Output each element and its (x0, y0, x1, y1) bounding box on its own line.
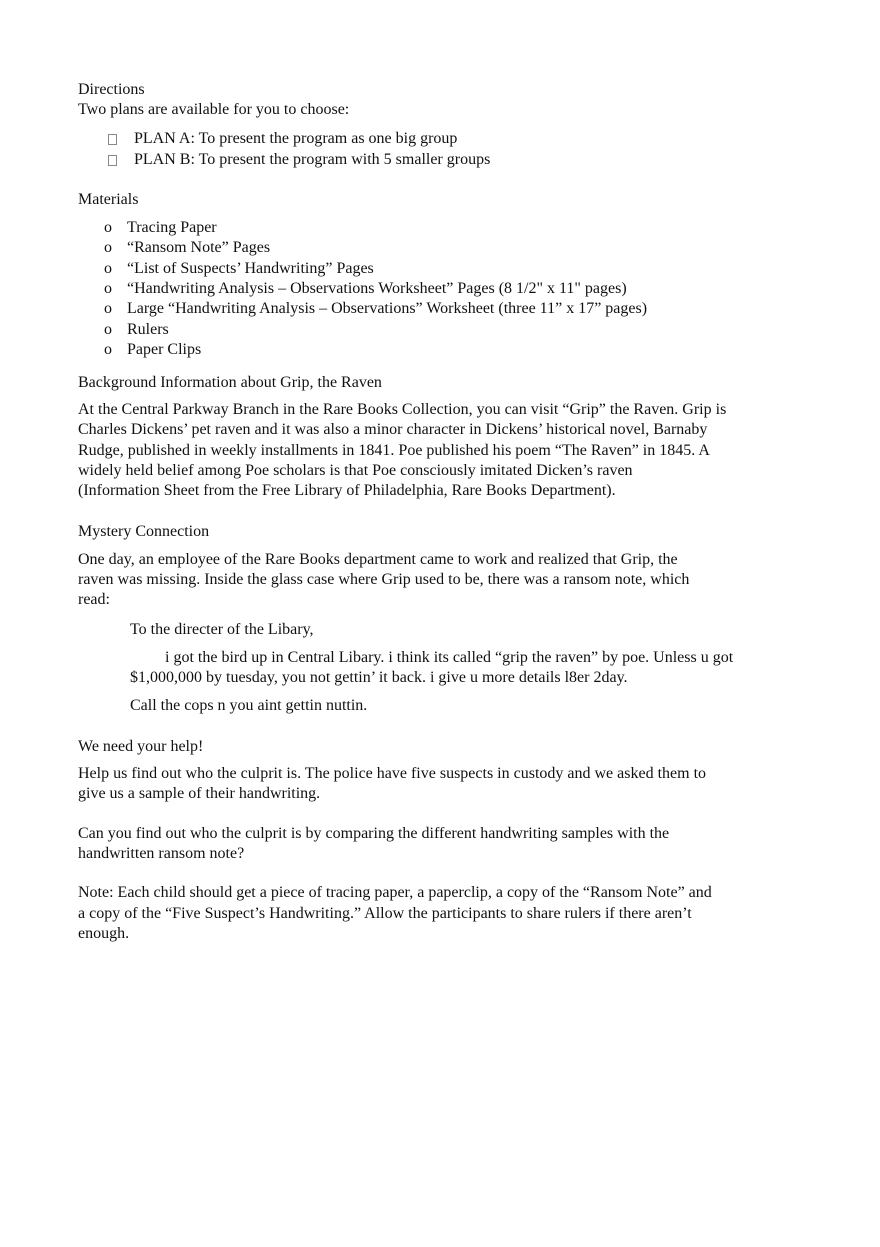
checkbox-bullet-icon (108, 134, 117, 145)
paragraph-line: One day, an employee of the Rare Books department came to work and realized that Grip, the (78, 550, 678, 568)
help-paragraph (78, 764, 798, 805)
note-paragraph (78, 883, 798, 944)
materials-item-label: Paper Clips (127, 341, 202, 359)
materials-item (78, 320, 798, 340)
paragraph-line: enough. (78, 924, 130, 942)
materials-item (78, 218, 798, 238)
paragraph-line: Charles Dickens’ pet raven and it was also a minor character in Dickens’ historical novel, Barnaby (78, 421, 708, 439)
materials-item-label: “Handwriting Analysis – Observations Worksheet” Pages (8 1/2" x 11" pages) (127, 280, 627, 298)
materials-item-label: Large “Handwriting Analysis – Observations” Worksheet (three 11” x 17” pages) (127, 300, 648, 318)
bullet-icon: o (104, 300, 112, 318)
background-heading: Background Information about Grip, the Raven (78, 373, 382, 391)
ransom-note (78, 620, 798, 717)
materials-item-label: Tracing Paper (127, 218, 217, 236)
materials-item (78, 279, 798, 299)
question-paragraph (78, 824, 798, 865)
paragraph-line: Can you find out who the culprit is by comparing the different handwriting samples with the (78, 824, 670, 842)
materials-item-label: “Ransom Note” Pages (127, 239, 271, 257)
materials-item-label: Rulers (127, 320, 169, 338)
directions-intro: Two plans are available for you to choose: (78, 101, 350, 119)
plans-list (78, 129, 798, 171)
paragraph-line: Note: Each child should get a piece of tracing paper, a paperclip, a copy of the “Ransom Note” and (78, 884, 712, 902)
bullet-icon: o (104, 259, 112, 277)
paragraph-line: read: (78, 591, 110, 609)
materials-item-label: “List of Suspects’ Handwriting” Pages (127, 259, 374, 277)
paragraph-line: (Information Sheet from the Free Library of Philadelphia, Rare Books Department). (78, 482, 616, 500)
bullet-icon: o (104, 341, 112, 359)
paragraph-line: At the Central Parkway Branch in the Rare Books Collection, you can visit “Grip” the Raven. Grip is (78, 400, 727, 418)
paragraph-line: Rudge, published in weekly installments in 1841. Poe published his poem “The Raven” in 1845. A (78, 441, 710, 459)
bullet-icon: o (104, 239, 112, 257)
materials-item (78, 238, 798, 258)
paragraph-line: raven was missing. Inside the glass case where Grip used to be, there was a ransom note, which (78, 571, 690, 588)
materials-heading: Materials (78, 190, 139, 208)
paragraph-line: Help us find out who the culprit is. The police have five suspects in custody and we asked them to (78, 765, 707, 783)
materials-item (78, 299, 798, 319)
paragraph-line: widely held belief among Poe scholars is that Poe consciously imitated Dicken’s raven (78, 461, 633, 479)
checkbox-bullet-icon (108, 155, 117, 166)
document-page (78, 80, 798, 944)
bullet-icon: o (104, 320, 112, 338)
mystery-heading: Mystery Connection (78, 523, 210, 541)
plan-label: PLAN B: To present the program with 5 smaller groups (134, 150, 491, 168)
ransom-closing: Call the cops n you aint gettin nuttin. (130, 697, 368, 715)
materials-item (78, 340, 798, 360)
paragraph-line: a copy of the “Five Suspect’s Handwriting.” Allow the participants to share rulers if there aren’t (78, 904, 692, 922)
paragraph-line: give us a sample of their handwriting. (78, 785, 321, 803)
background-paragraph (78, 400, 798, 501)
ransom-salutation: To the directer of the Libary, (130, 620, 314, 638)
directions-heading: Directions (78, 81, 145, 98)
help-heading: We need your help! (78, 737, 204, 755)
bullet-icon: o (104, 280, 112, 298)
plan-item (78, 150, 798, 171)
materials-item (78, 259, 798, 279)
mystery-paragraph (78, 550, 798, 611)
bullet-icon: o (104, 218, 112, 236)
paragraph-line: handwritten ransom note? (78, 844, 245, 862)
ransom-body-line: i got the bird up in Central Libary. i think its called “grip the raven” by poe. Unless u got (165, 648, 734, 666)
materials-list (78, 218, 798, 361)
ransom-body-line: $1,000,000 by tuesday, you not gettin’ it back. i give u more details l8er 2day. (130, 669, 628, 687)
plan-item (78, 129, 798, 150)
plan-label: PLAN A: To present the program as one big group (134, 129, 458, 147)
